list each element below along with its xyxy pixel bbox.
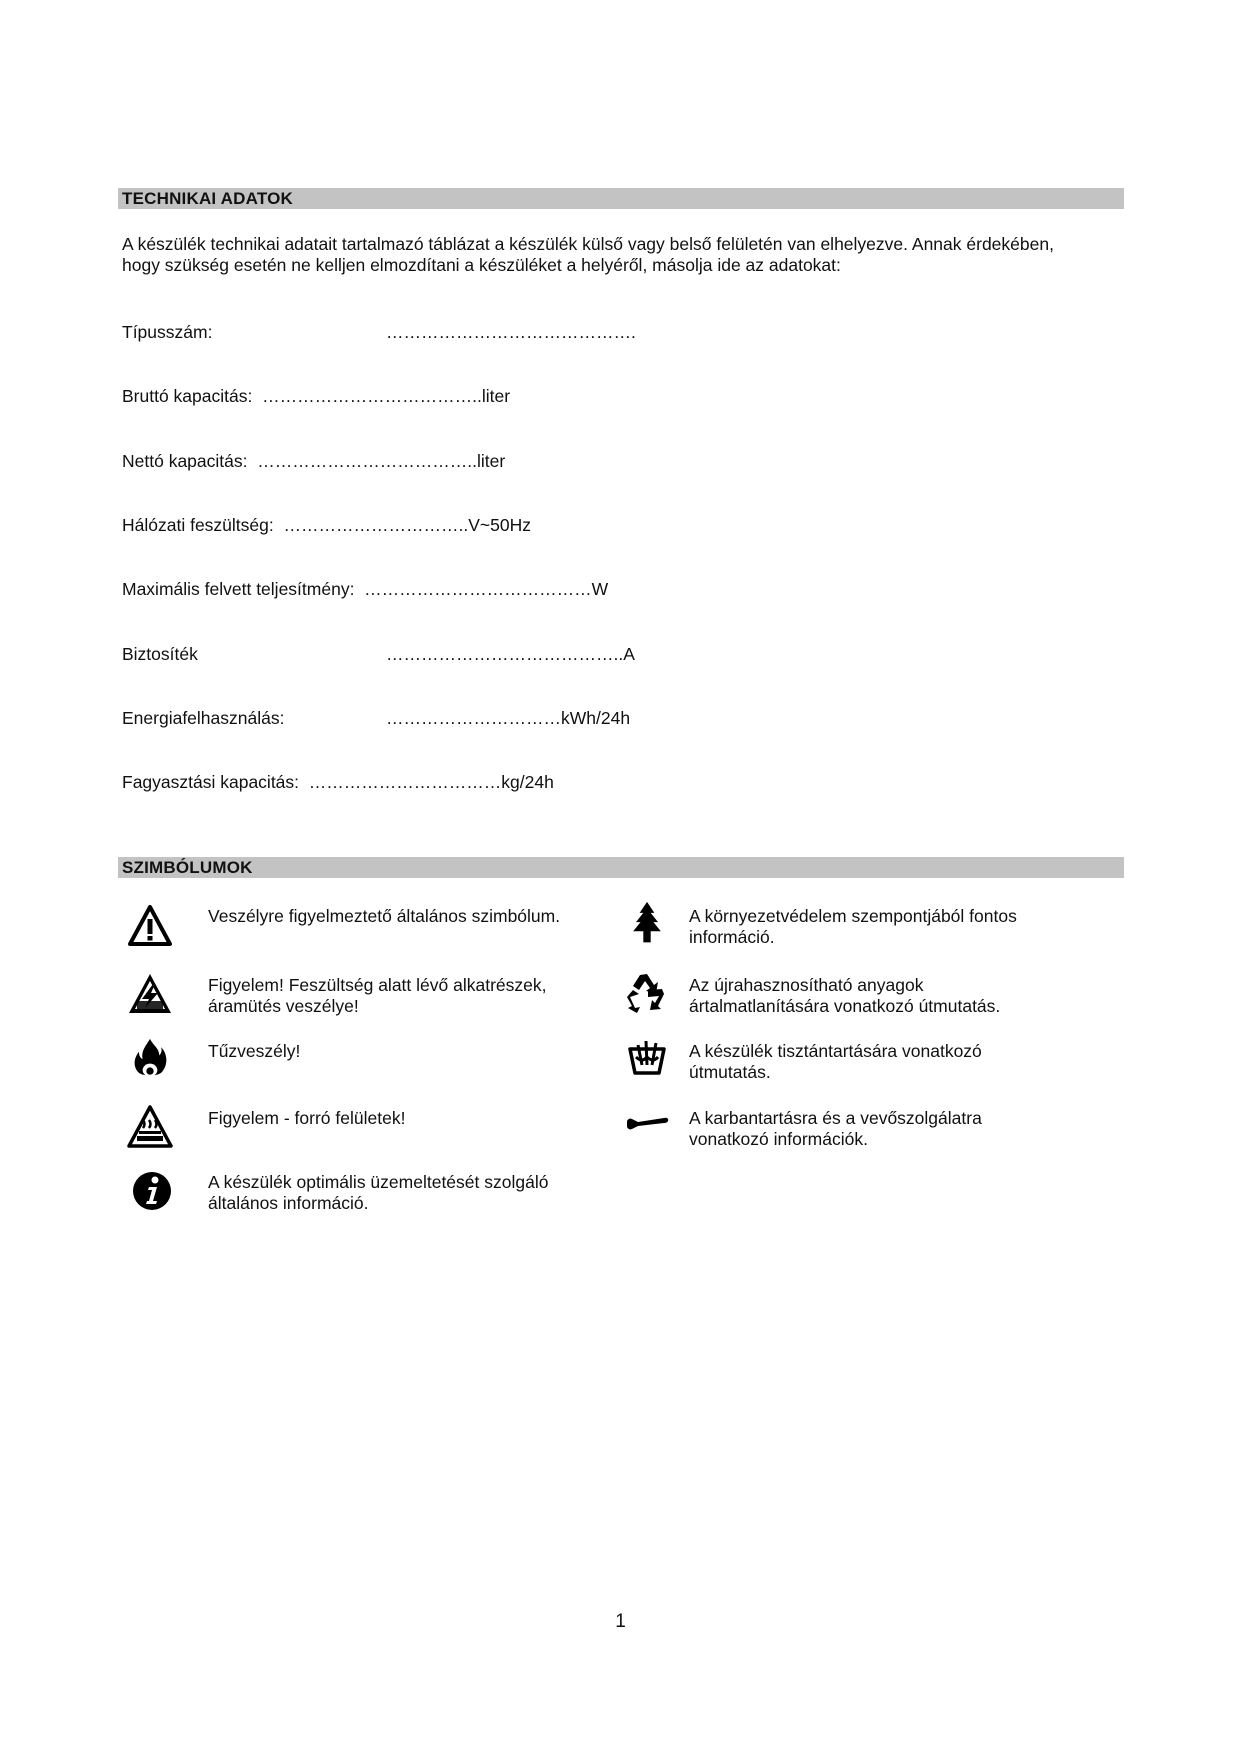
field-energy-label: Energiafelhasználás:: [122, 708, 285, 728]
hot-surface-icon: [127, 1104, 173, 1150]
wrench-icon: [624, 1102, 670, 1148]
symbol-maintenance-text: A karbantartásra és a vevőszolgálatra vonatkozó információk.: [689, 1108, 982, 1149]
recycle-icon: [624, 970, 670, 1016]
intro-line-2: hogy szükség esetén ne kelljen elmozdítani a készüléket a helyéről, másolja ide az adatokat:: [122, 255, 841, 275]
field-freezing-capacity: Fagyasztási kapacitás: ……………………………kg/24h: [122, 772, 554, 792]
warning-triangle-icon: [127, 903, 173, 949]
field-type-number-value: …………………………………….: [386, 322, 636, 342]
page-number: 1: [615, 1611, 626, 1632]
intro-line-1: A készülék technikai adatait tartalmazó táblázat a készülék külső vagy belső felületén van elhelyezve. Annak érdekében,: [122, 234, 1054, 254]
tree-icon: [624, 900, 670, 946]
symbol-cleaning-text: A készülék tisztántartására vonatkozó útmutatás.: [689, 1041, 982, 1082]
info-icon: [131, 1168, 177, 1214]
field-energy-value: …………………………kWh/24h: [386, 708, 631, 728]
symbol-environment-text: A környezetvédelem szempontjából fontos információ.: [689, 906, 1017, 947]
fire-icon: [127, 1037, 173, 1083]
field-gross-capacity: Bruttó kapacitás: ………………………………..liter: [122, 386, 511, 406]
field-type-number-label: Típusszám:: [122, 322, 213, 342]
symbol-info-text: A készülék optimális üzemeltetését szolgáló általános információ.: [208, 1172, 549, 1213]
electric-shock-icon: [127, 971, 173, 1017]
symbols-heading: SZIMBÓLUMOK: [118, 857, 1124, 878]
field-voltage: Hálózati feszültség: …………………………..V~50Hz: [122, 515, 531, 535]
symbol-electric-text: Figyelem! Feszültség alatt lévő alkatrészek, áramütés veszélye!: [208, 975, 547, 1016]
field-fuse-label: Biztosíték: [122, 644, 198, 664]
cleaning-icon: [624, 1035, 670, 1081]
symbol-general-warning-text: Veszélyre figyelmeztető általános szimbólum.: [208, 906, 561, 926]
field-fuse-value: …………………………………..A: [386, 644, 635, 664]
symbol-fire-text: Tűzveszély!: [208, 1041, 301, 1061]
field-max-power: Maximális felvett teljesítmény: …………………………………W: [122, 579, 609, 599]
field-net-capacity: Nettó kapacitás: ………………………………..liter: [122, 451, 506, 471]
symbol-hot-surface-text: Figyelem - forró felületek!: [208, 1108, 406, 1128]
symbol-recycle-text: Az újrahasznosítható anyagok ártalmatlanítására vonatkozó útmutatás.: [689, 975, 1001, 1016]
technical-data-heading: TECHNIKAI ADATOK: [118, 188, 1124, 209]
technical-intro: [122, 234, 1122, 276]
